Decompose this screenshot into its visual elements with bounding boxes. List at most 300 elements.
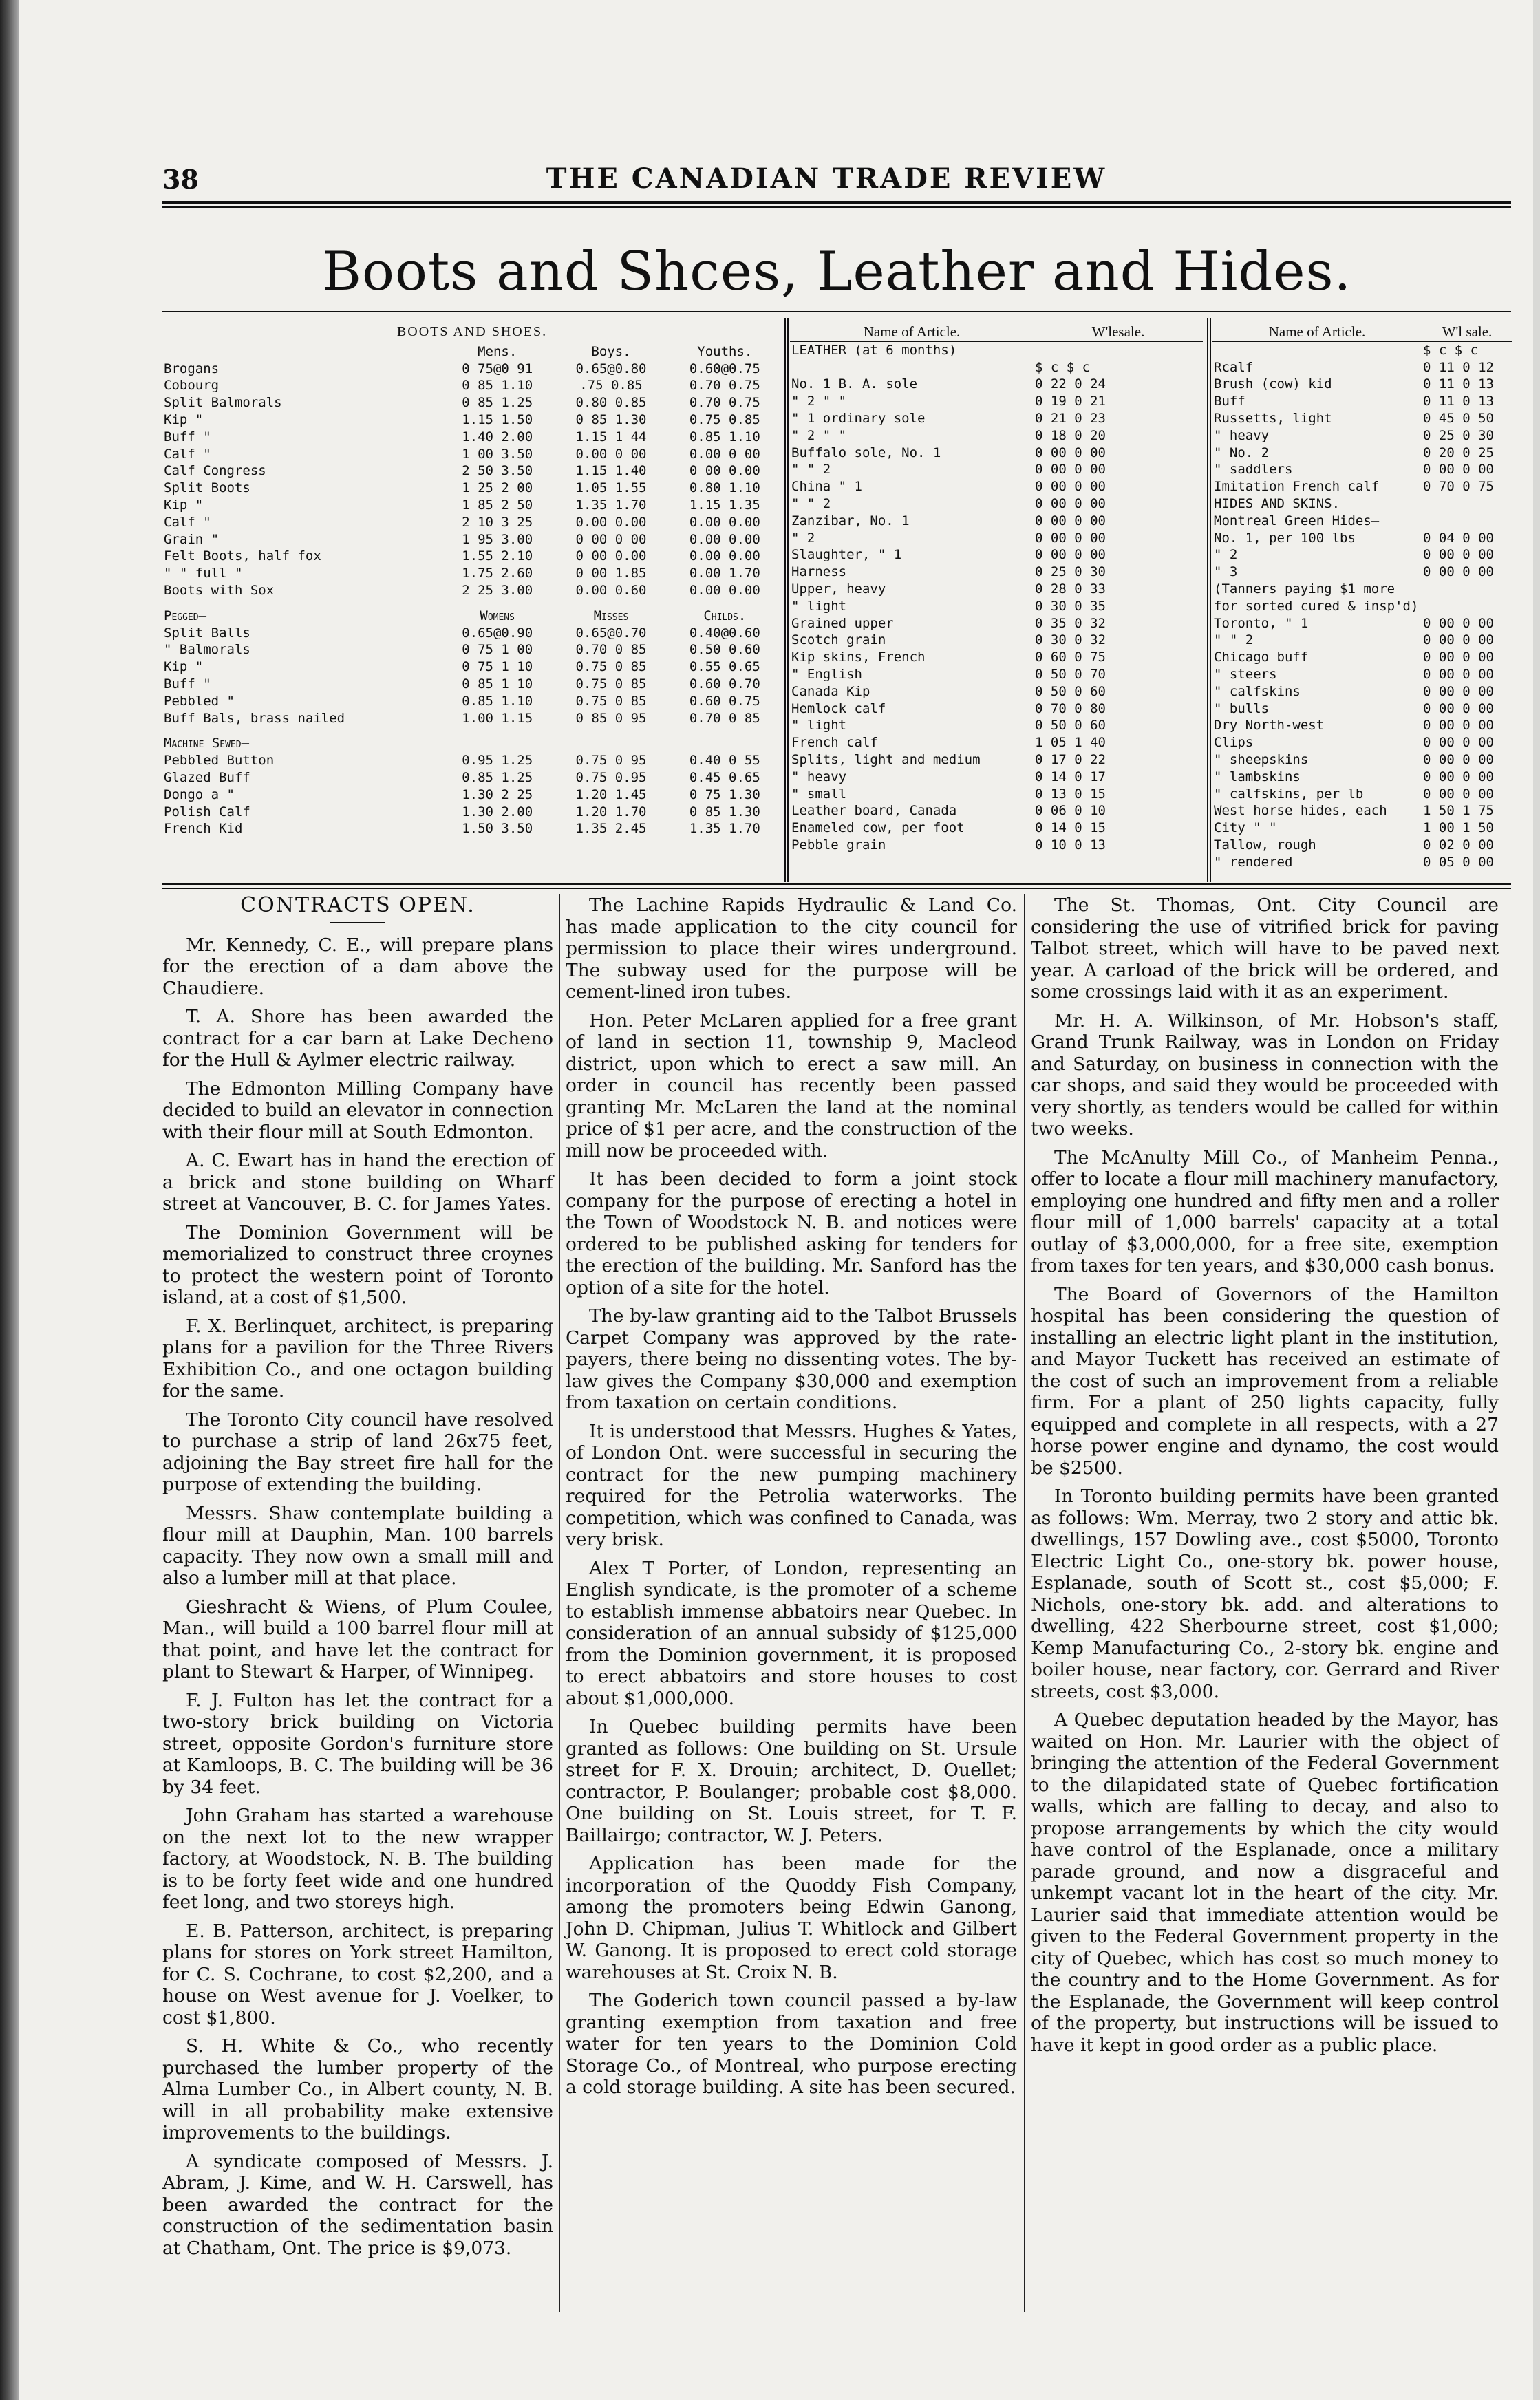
price-youths: 0.85 1.10	[689, 429, 760, 444]
article-name: " light	[791, 598, 847, 614]
article-paragraph: John Graham has started a warehouse on the next lot to the new wrapper factory, at Woodstock, N. B. The building is to be forty feet wide and one hundred feet long, and two storeys high.	[162, 1805, 553, 1913]
wholesale-price: 0 00 0 00	[1423, 650, 1494, 665]
price-womens: 1.30 2.00	[462, 804, 533, 819]
article-name: French calf	[791, 735, 878, 751]
article-name: Brush (cow) kid	[1214, 376, 1332, 392]
article-paragraph: In Toronto building permits have been granted as follows: Wm. Merray, two 2 story and attic bk. dwellings, 157 Dowling ave., cost $5000, Toronto Electric Light Co., one-story bk. power house, Esplanade, south of Scott st., cost $5,000; F. Nichols, one-story bk. add. and alterations to dwelling, 422 Sherbourne street, cost $1,000; Kemp Manufacturing Co., 2-story bk. engine and boiler house, near factory, cor. Gerrard and River streets, cost $3,000.	[1031, 1486, 1499, 1702]
article-paragraph: The Goderich town council passed a by-law granting exemption from taxation and free water for ten years to the Dominion Cold Storage Co., of Montreal, who purpose erecting a cold storage building. A site has been secured.	[566, 1990, 1017, 2098]
table-row	[1212, 444, 1512, 462]
table-row	[1212, 734, 1512, 751]
wholesale-price: 0 00 0 00	[1035, 462, 1106, 478]
price-boys: .75 0.85	[579, 378, 643, 394]
table-row	[790, 427, 1203, 444]
price-boys: 0.00 0.60	[575, 582, 647, 598]
article-name: Split Balls	[164, 625, 250, 641]
price-youths: 0.00 0.00	[689, 582, 760, 598]
price-youths: 0.00 0.00	[689, 531, 760, 547]
price-youths: 0.70 0.75	[689, 378, 760, 394]
column-header: Youths.	[697, 343, 753, 359]
article-name: " small	[791, 786, 847, 802]
price-boys: 1.35 1.70	[575, 497, 647, 513]
table-bottom-rule	[162, 883, 1511, 885]
article-name: " bulls	[1214, 700, 1270, 716]
wholesale-price: 0 35 0 32	[1035, 615, 1106, 631]
column-header: Childs.	[703, 608, 747, 623]
article-name: " 2 " "	[791, 394, 847, 409]
price-womens: 0.85 1.25	[462, 769, 533, 785]
wholesale-price: 0 00 0 00	[1423, 632, 1494, 648]
price-misses: 0.75 0 85	[575, 693, 647, 709]
price-misses: 0.75 0.95	[575, 769, 647, 785]
price-youths: 0.00 0 00	[689, 446, 760, 462]
price-misses: 0 85 0 95	[575, 710, 647, 726]
article-name: Buffalo sole, No. 1	[791, 444, 941, 460]
wholesale-price: 0 22 0 24	[1035, 376, 1106, 392]
table-row	[790, 717, 1203, 734]
table-row	[162, 514, 782, 531]
price-youths: 0.00 0.00	[689, 514, 760, 530]
wholesale-price: 0 30 0 32	[1035, 632, 1106, 648]
article-paragraph: In Quebec building permits have been granted as follows: One building on St. Ursule street for F. X. Drouin; architect, D. Ouellet; contractor, P. Boulanger; probable cost $8,000. One building on St. Louis street, for T. F. Baillairgo; contractor, W. J. Peters.	[566, 1716, 1017, 1846]
price-childs: 0.60 0.75	[689, 693, 760, 709]
table-row	[1212, 700, 1512, 718]
price-childs: 0.40@0.60	[689, 625, 760, 641]
article-name: Harness	[791, 564, 847, 580]
price-childs: 0 85 1.30	[689, 804, 760, 819]
article-name: " 2	[791, 530, 815, 546]
table-row	[162, 582, 782, 599]
table-row	[790, 683, 1203, 700]
table-row	[162, 641, 782, 658]
article-name: " " 2	[791, 495, 831, 511]
leather-table	[790, 323, 1203, 874]
article-name: Chicago buff	[1214, 650, 1309, 665]
scan-edge	[0, 0, 21, 2400]
wholesale-price	[1422, 513, 1512, 530]
price-misses: 1.35 2.45	[575, 821, 647, 837]
contracts-open-heading: CONTRACTS OPEN.	[240, 893, 475, 917]
table-row	[790, 700, 1203, 718]
price-boys: 1.15 1 44	[575, 429, 647, 444]
table-top-rule	[162, 311, 1511, 312]
article-paragraph: It has been decided to form a joint stock company for the purpose of erecting a hotel in the Town of Woodstock N. B. and notices were ordered to be published asking for tenders for the erection of the building. Mr. Sanford has the option of a site for the hotel.	[566, 1168, 1017, 1298]
wholesale-price: 0 30 0 35	[1035, 598, 1106, 614]
price-mens: 2 25 3.00	[462, 582, 533, 598]
table-row	[790, 734, 1203, 751]
article-name: Leather board, Canada	[791, 803, 957, 819]
price-womens: 1.30 2 25	[462, 786, 533, 802]
wholesale-price: 0 28 0 33	[1035, 581, 1106, 597]
article-paragraph: Mr. Kennedy, C. E., will prepare plans for the erection of a dam above the Chaudiere.	[162, 934, 553, 999]
article-name	[1212, 341, 1422, 359]
price-mens: 1.15 1.50	[462, 411, 533, 427]
boots-table	[162, 323, 782, 874]
article-name: Calf "	[164, 514, 211, 530]
article-paragraph: A Quebec deputation headed by the Mayor, has waited on Hon. Mr. Laurier with the object of bringing the attention of the Federal Government to the dilapidated state of Quebec fortification walls, which are falling to decay, and also to propose arrangements by which the city would have control of the Esplanade, once a military parade ground, and now a disgraceful and unkempt vacant lot in the heart of the city. Mr. Laurier said that immediate attention would be given to the Federal Government property in the city of Quebec, which has cost so much money to the country and to the Home Government. As for the Esplanade, the Government will keep control of the property, but instructions will be issued to have it kept in good order as a public place.	[1031, 1709, 1499, 2056]
column-header: W'lesale.	[1034, 323, 1203, 341]
table-row	[162, 394, 782, 411]
article-name: " light	[791, 718, 847, 733]
article-name: Rcalf	[1214, 359, 1254, 375]
table-row	[162, 497, 782, 514]
table-row	[790, 410, 1203, 427]
table-row	[790, 546, 1203, 564]
article-paragraph: Alex T Porter, of London, representing an English syndicate, is the promoter of a scheme to establish immense abbatoirs near Quebec. In consideration of an annual subsidy of $125,000 from the Dominion government, it is proposed to erect abbatoirs and store houses to cost about $1,000,000.	[566, 1557, 1017, 1709]
price-childs: 1.35 1.70	[689, 821, 760, 837]
wholesale-price: 0 00 0 00	[1423, 751, 1494, 767]
price-misses: 0.75 0 85	[575, 659, 647, 675]
article-name: Toronto, " 1	[1214, 615, 1309, 631]
column-header: Name of Article.	[790, 323, 1034, 341]
article-name: Kip "	[164, 411, 204, 427]
boots-table-title: BOOTS AND SHOES.	[396, 324, 548, 339]
table-row	[162, 565, 782, 582]
table-row	[790, 666, 1203, 683]
table-row	[1212, 751, 1512, 769]
price-womens: 0 75 1 00	[462, 642, 533, 658]
article-name: " " full "	[164, 566, 243, 581]
wholesale-price: 0 19 0 21	[1035, 394, 1106, 409]
price-youths: 0.75 0.85	[689, 411, 760, 427]
article-name: " Balmorals	[164, 642, 250, 658]
table-row	[1212, 802, 1512, 819]
price-womens: 0 85 1 10	[462, 676, 533, 692]
table-row	[790, 598, 1203, 615]
price-mens: 1 00 3.50	[462, 446, 533, 462]
article-name: Russetts, light	[1214, 410, 1332, 426]
article-name: Felt Boots, half fox	[164, 548, 321, 564]
price-womens: 0.95 1.25	[462, 753, 533, 769]
table-row	[1212, 598, 1512, 615]
article-name: " " 2	[791, 462, 831, 478]
article-name: Zanzibar, No. 1	[791, 513, 910, 528]
table-row	[1212, 786, 1512, 803]
pegged-label: Pegged—	[164, 608, 207, 623]
wholesale-price: 0 17 0 22	[1035, 751, 1106, 767]
article-paragraph: A. C. Ewart has in hand the erection of a brick and stone building on Wharf street at Vancouver, B. C. for James Yates.	[162, 1150, 553, 1214]
price-childs: 0.55 0.65	[689, 659, 760, 675]
wholesale-price: 0 00 0 00	[1035, 444, 1106, 460]
article-paragraph: The Edmonton Milling Company have decided to build an elevator in connection with their flour mill at South Edmonton.	[162, 1078, 553, 1143]
article-name: Boots with Sox	[164, 582, 275, 598]
table-row	[790, 564, 1203, 581]
column-header: Misses	[593, 608, 629, 623]
price-boys: 0 00 0 00	[575, 531, 647, 547]
table-row	[790, 359, 1203, 376]
article-paragraph: The St. Thomas, Ont. City Council are considering the use of vitrified brick for paving Talbot street, which will have to be paved next year. A carload of the brick will be ordered, and some crossings laid with it as an experiment.	[1031, 894, 1499, 1003]
article-name: French Kid	[164, 821, 243, 837]
price-childs: 0.70 0 85	[689, 710, 760, 726]
article-column-3	[1031, 894, 1499, 2063]
wholesale-price: 0 04 0 00	[1423, 530, 1494, 546]
article-paragraph: The by-law granting aid to the Talbot Brussels Carpet Company was approved by the rate-payers, there being no dissenting votes. The by-law gives the Company $30,000 and exemption from taxation on certain conditions.	[566, 1305, 1017, 1413]
wholesale-price: 0 25 0 30	[1035, 564, 1106, 580]
article-name: " calfskins	[1214, 683, 1301, 699]
wholesale-price: 0 00 0 00	[1423, 786, 1494, 802]
price-boys: 0 85 1.30	[575, 411, 647, 427]
price-boys: 1.15 1.40	[575, 463, 647, 479]
table-row	[1212, 615, 1512, 632]
price-boys: 0.65@0.80	[575, 361, 647, 376]
article-name: " " 2	[1214, 632, 1254, 648]
article-name: " steers	[1214, 666, 1277, 682]
price-childs: 0.40 0 55	[689, 753, 760, 769]
price-childs: 0.60 0.70	[689, 676, 760, 692]
article-name: " English	[791, 666, 862, 682]
article-paragraph: The Dominion Government will be memorialized to construct three croynes to protect the western point of Toronto island, at a cost of $1,500.	[162, 1221, 553, 1308]
price-mens: 0 85 1.10	[462, 378, 533, 394]
article-name: Tallow, rough	[1214, 837, 1316, 853]
header-rule-thin	[162, 206, 1511, 208]
article-name: Buff "	[164, 676, 211, 692]
table-row	[1212, 564, 1512, 581]
column-divider	[1024, 894, 1025, 2312]
price-childs: 0 75 1.30	[689, 786, 760, 802]
article-name: Kip skins, French	[791, 650, 926, 665]
column-header: Boys.	[591, 343, 631, 359]
table-row	[162, 625, 782, 642]
table-row	[162, 548, 782, 565]
table-row	[1212, 376, 1512, 393]
article-name: Buff "	[164, 429, 211, 444]
table-row	[790, 769, 1203, 786]
price-mens: 1 25 2 00	[462, 480, 533, 496]
article-paragraph: The Toronto City council have resolved to purchase a strip of land 26x75 feet, adjoining the Bay street fire hall for the purpose of extending the building.	[162, 1408, 553, 1495]
table-row	[162, 462, 782, 480]
wholesale-price	[1422, 581, 1512, 598]
table-row	[790, 530, 1203, 547]
table-row	[790, 478, 1203, 495]
price-boys: 0.00 0.00	[575, 514, 647, 530]
article-name: Kip "	[164, 497, 204, 513]
table-row	[162, 693, 782, 710]
table-row	[1212, 649, 1512, 666]
table-row	[790, 837, 1203, 854]
price-womens: 0.85 1.10	[462, 693, 533, 709]
table-row	[1212, 341, 1512, 359]
table-row	[1212, 478, 1512, 495]
table-row	[1212, 769, 1512, 786]
article-name: Brogans	[164, 361, 220, 376]
table-row	[790, 513, 1203, 530]
wholesale-price: 0 10 0 13	[1035, 837, 1106, 853]
table-row	[790, 819, 1203, 837]
price-misses: 0.65@0.70	[575, 625, 647, 641]
article-name: Imitation French calf	[1214, 479, 1380, 495]
price-youths: 0.80 1.10	[689, 480, 760, 496]
article-name: Grained upper	[791, 615, 894, 631]
table-row	[162, 377, 782, 394]
table-row	[1212, 837, 1512, 854]
wholesale-price: 0 00 0 00	[1423, 683, 1494, 699]
table-row	[790, 393, 1203, 410]
table-row	[1212, 819, 1512, 837]
wholesale-price: 0 02 0 00	[1423, 837, 1494, 853]
price-boys: 0 00 0.00	[575, 548, 647, 564]
table-divider	[787, 318, 789, 882]
wholesale-price: 0 00 0 00	[1035, 530, 1106, 546]
article-paragraph: Application has been made for the incorporation of the Quoddy Fish Company, among the promoters being Edwin Ganong, John D. Chipman, Julius T. Whitlock and Gilbert W. Ganong. It is proposed to erect cold storage warehouses at St. Croix N. B.	[566, 1853, 1017, 1983]
article-paragraph: A syndicate composed of Messrs. J. Abram, J. Kime, and W. H. Carswell, has been awarded the contract for the construction of the sedimentation basin at Chatham, Ont. The price is $9,073.	[162, 2150, 553, 2259]
article-name: Glazed Buff	[164, 769, 250, 785]
article-name	[790, 359, 1034, 376]
article-name: City " "	[1214, 820, 1277, 836]
wholesale-price: 0 20 0 25	[1423, 444, 1494, 460]
wholesale-price: 0 00 0 00	[1423, 769, 1494, 784]
price-childs: 0.50 0.60	[689, 642, 760, 658]
table-row	[1212, 854, 1512, 871]
table-row	[1212, 632, 1512, 649]
column-header: Womens	[480, 608, 515, 623]
price-mens: 1 85 2 50	[462, 497, 533, 513]
article-name: Scotch grain	[791, 632, 886, 648]
wholesale-price: 0 50 0 60	[1035, 718, 1106, 733]
table-row	[1212, 410, 1512, 427]
article-name: Pebble grain	[791, 837, 886, 853]
table-row	[162, 710, 782, 727]
wholesale-price: 0 25 0 30	[1423, 427, 1494, 443]
wholesale-price: 0 00 0 00	[1423, 462, 1494, 478]
wholesale-price: 0 00 0 00	[1423, 666, 1494, 682]
article-column-2	[566, 894, 1017, 2106]
article-name: LEATHER (at 6 months)	[791, 342, 957, 358]
price-youths: 0.00 1.70	[689, 566, 760, 581]
article-name: Pebbled Button	[164, 753, 275, 769]
wholesale-price: 0 11 0 12	[1423, 359, 1494, 375]
wholesale-price: 0 70 0 75	[1423, 479, 1494, 495]
article-paragraph: F. J. Fulton has let the contract for a two-story brick building on Victoria street, opposite Gordon's furniture store at Kamloops, B. C. The building will be 36 by 34 feet.	[162, 1689, 553, 1798]
price-boys: 1.05 1.55	[575, 480, 647, 496]
article-name: Splits, light and medium	[791, 751, 981, 767]
page-header	[162, 162, 1490, 195]
price-misses: 1.20 1.70	[575, 804, 647, 819]
table-bottom-rule-thin	[162, 888, 1511, 889]
wholesale-price	[1422, 495, 1512, 513]
wholesale-price: 0 05 0 00	[1423, 854, 1494, 870]
article-name: " 1 ordinary sole	[791, 410, 926, 426]
article-name: Calf Congress	[164, 463, 266, 479]
wholesale-price: $ c $ c	[1035, 359, 1091, 375]
price-misses: 0.70 0 85	[575, 642, 647, 658]
article-name: Enameled cow, per foot	[791, 820, 965, 836]
wholesale-price: 0 00 0 00	[1035, 479, 1106, 495]
article-name: (Tanners paying $1 more	[1214, 581, 1395, 597]
wholesale-price: 0 14 0 15	[1035, 820, 1106, 836]
wholesale-price: 0 00 0 00	[1423, 564, 1494, 580]
table-row	[790, 581, 1203, 598]
wholesale-price	[1034, 341, 1203, 359]
price-youths: 0 00 0.00	[689, 463, 760, 479]
column-divider	[559, 894, 560, 2312]
table-row	[162, 446, 782, 463]
column-header: W'l sale.	[1422, 323, 1512, 341]
price-mens: 1.75 2.60	[462, 566, 533, 581]
article-paragraph: Hon. Peter McLaren applied for a free grant of land in section 11, township 9, Macleod district, upon which to erect a saw mill. An order in council has recently been passed granting Mr. McLaren the land at the nominal price of $1 per acre, and the construction of the mill now be proceeded with.	[566, 1009, 1017, 1161]
wholesale-price: 0 60 0 75	[1035, 650, 1106, 665]
table-row	[790, 649, 1203, 666]
article-paragraph: It is understood that Messrs. Hughes & Yates, of London Ont. were successful in securing the contract for the new pumping machinery required for the Petrolia waterworks. The competition, which was confined to Canada, was very brisk.	[566, 1420, 1017, 1550]
wholesale-price: 0 13 0 15	[1035, 786, 1106, 802]
article-name: " sheepskins	[1214, 751, 1309, 767]
table-row	[162, 429, 782, 446]
table-divider	[1207, 318, 1208, 882]
price-womens: 0 75 1 10	[462, 659, 533, 675]
price-mens: 1.40 2.00	[462, 429, 533, 444]
price-misses: 1.20 1.45	[575, 786, 647, 802]
table-row	[1212, 666, 1512, 683]
wholesale-price: 0 00 0 00	[1035, 547, 1106, 563]
price-boys: 0.00 0 00	[575, 446, 647, 462]
page-number: 38	[162, 164, 199, 195]
table-row	[790, 751, 1203, 769]
table-divider	[784, 318, 786, 882]
article-name: Split Balmorals	[164, 395, 282, 411]
article-paragraph: E. B. Patterson, architect, is preparing plans for stores on York street Hamilton, for C. S. Cochrane, to cost $2,200, and a house on West avenue for J. Voelker, to cost $1,800.	[162, 1920, 553, 2028]
price-womens: 0.65@0.90	[462, 625, 533, 641]
article-name: " 2 " "	[791, 427, 847, 443]
article-name: China " 1	[791, 479, 862, 495]
article-name: Pebbled "	[164, 693, 235, 709]
article-name: Clips	[1214, 735, 1254, 751]
article-name: " No. 2	[1214, 444, 1270, 460]
price-youths: 0.70 0.75	[689, 395, 760, 411]
wholesale-price: 0 21 0 23	[1035, 410, 1106, 426]
price-misses: 0.75 0 85	[575, 676, 647, 692]
column-header: Mens.	[478, 343, 517, 359]
article-name: " heavy	[791, 769, 847, 784]
wholesale-price: 0 06 0 10	[1035, 803, 1106, 819]
table-row	[1212, 581, 1512, 598]
table-row	[162, 480, 782, 497]
table-row	[162, 804, 782, 821]
article-name: Kip "	[164, 659, 204, 675]
table-row	[162, 411, 782, 429]
article-name: " rendered	[1214, 854, 1293, 870]
table-row	[162, 786, 782, 804]
article-name: Split Boots	[164, 480, 250, 496]
wholesale-price: 0 18 0 20	[1035, 427, 1106, 443]
wholesale-price: $ c $ c	[1423, 342, 1479, 358]
wholesale-price	[1422, 598, 1512, 615]
article-name: Dry North-west	[1214, 718, 1325, 733]
price-mens: 2 10 3 25	[462, 514, 533, 530]
table-row	[1212, 683, 1512, 700]
table-row	[162, 820, 782, 837]
article-name: Montreal Green Hides—	[1214, 513, 1380, 528]
journal-title: THE CANADIAN TRADE REVIEW	[546, 162, 1107, 195]
price-womens: 1.50 3.50	[462, 821, 533, 837]
price-mens: 2 50 3.50	[462, 463, 533, 479]
article-name: Slaughter, " 1	[791, 547, 902, 563]
table-row	[790, 444, 1203, 462]
price-childs: 0.45 0.65	[689, 769, 760, 785]
article-name: Buff Bals, brass nailed	[164, 710, 345, 726]
table-row	[1212, 461, 1512, 478]
table-row	[162, 752, 782, 769]
wholesale-price: 0 00 0 00	[1423, 615, 1494, 631]
table-row	[790, 802, 1203, 819]
article-column-1	[162, 894, 553, 2266]
table-row	[1212, 717, 1512, 734]
table-row	[1212, 393, 1512, 410]
wholesale-price: 0 00 0 00	[1423, 547, 1494, 563]
article-name: Calf "	[164, 446, 211, 462]
article-name: " 3	[1214, 564, 1238, 580]
table-row	[790, 632, 1203, 649]
article-name: Dongo a "	[164, 786, 235, 802]
price-boys: 0 00 1.85	[575, 566, 647, 581]
price-youths: 1.15 1.35	[689, 497, 760, 513]
